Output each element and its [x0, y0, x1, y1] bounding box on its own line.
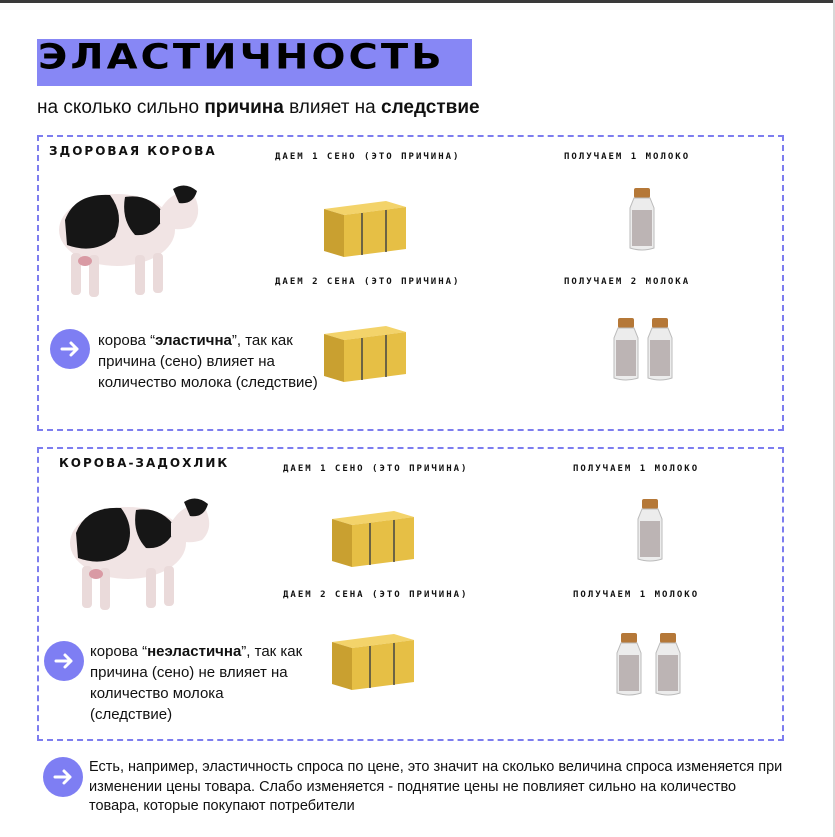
sick-row2-give-label: ДАЕМ 2 СЕНА (ЭТО ПРИЧИНА)	[283, 590, 469, 600]
healthy-row1-get-label: ПОЛУЧАЕМ 1 МОЛОКО	[564, 152, 691, 162]
hay-bale-icon	[330, 628, 416, 693]
subtitle-effect: следствие	[381, 97, 480, 118]
milk-bottle-icon	[636, 497, 664, 563]
hay-bale-icon	[330, 505, 416, 570]
sick-row1-give-label: ДАЕМ 1 СЕНО (ЭТО ПРИЧИНА)	[283, 464, 469, 474]
healthy-note-pre: корова “	[98, 332, 156, 349]
milk-bottle-icon	[654, 631, 682, 697]
cow-icon	[55, 175, 205, 300]
milk-bottle-icon	[646, 316, 674, 382]
hay-bale-icon	[322, 195, 408, 260]
subtitle-cause: причина	[204, 97, 284, 118]
healthy-row2-give-label: ДАЕМ 2 СЕНА (ЭТО ПРИЧИНА)	[275, 277, 461, 287]
page-title: ЭЛАСТИЧНОСТЬ	[38, 37, 445, 78]
arrow-right-icon	[44, 641, 84, 681]
cow-icon	[66, 488, 216, 613]
sick-note-bold: неэластична	[147, 643, 242, 660]
healthy-note-bold: эластична	[155, 332, 232, 349]
sick-note-pre: корова “	[90, 643, 148, 660]
panel-sick-heading: КОРОВА-ЗАДОХЛИК	[59, 456, 230, 470]
page-subtitle	[37, 97, 480, 119]
healthy-note	[98, 330, 323, 393]
sick-row2-get-label: ПОЛУЧАЕМ 1 МОЛОКО	[573, 590, 700, 600]
sick-note-post: ”, так как причина (сено) не влияет на количество молока (следствие)	[90, 643, 303, 723]
top-border	[0, 0, 835, 3]
arrow-right-icon	[43, 757, 83, 797]
milk-bottle-icon	[628, 186, 656, 252]
milk-bottle-icon	[612, 316, 640, 382]
sick-row1-get-label: ПОЛУЧАЕМ 1 МОЛОКО	[573, 464, 700, 474]
healthy-row2-get-label: ПОЛУЧАЕМ 2 МОЛОКА	[564, 277, 691, 287]
panel-healthy-heading: ЗДОРОВАЯ КОРОВА	[49, 144, 217, 158]
subtitle-mid: влияет на	[283, 97, 382, 118]
footer-text: Есть, например, эластичность спроса по цене, это значит на сколько величина спроса изменяется при изменении цены товара. Слабо изменяется - поднятие цены не повлияет сильно на количество товара, которые покупают потребители	[89, 759, 783, 814]
arrow-right-icon	[50, 329, 90, 369]
milk-bottle-icon	[615, 631, 643, 697]
hay-bale-icon	[322, 320, 408, 385]
healthy-note-post: ”, так как причина (сено) влияет на количество молока (следствие)	[98, 332, 318, 391]
sick-note	[90, 641, 305, 725]
healthy-row1-give-label: ДАЕМ 1 СЕНО (ЭТО ПРИЧИНА)	[275, 152, 461, 162]
subtitle-pre: на сколько сильно	[37, 97, 205, 118]
